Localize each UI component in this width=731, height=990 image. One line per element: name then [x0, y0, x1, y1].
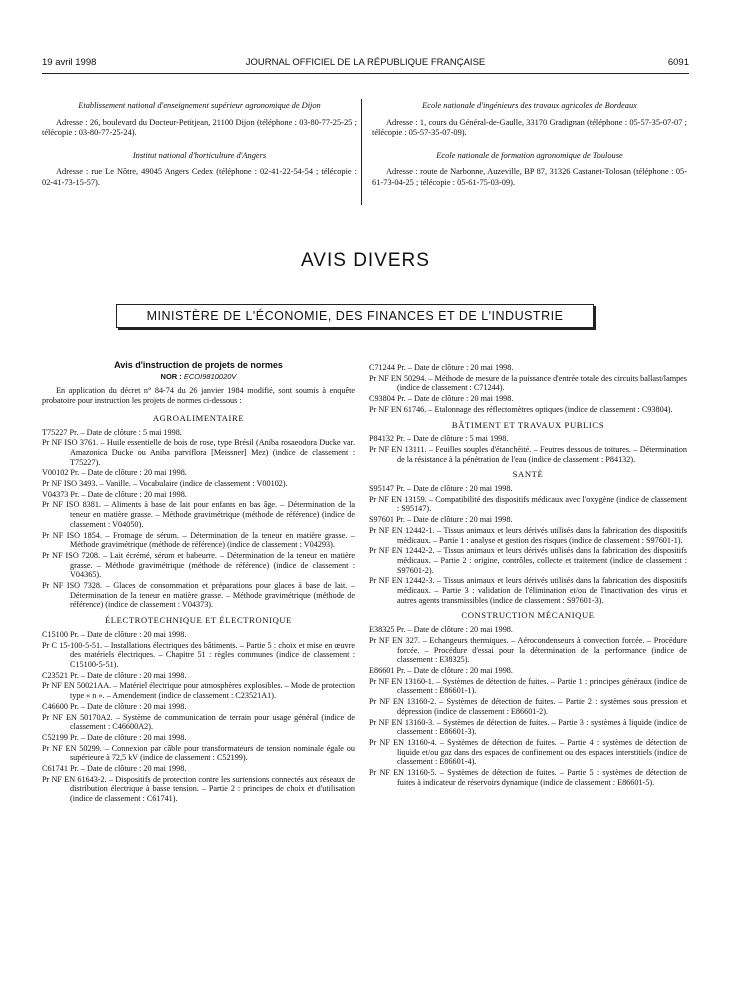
institution-address: Adresse : rue Le Nôtre, 49045 Angers Cedex (téléphone : 02-41-22-54-54 ; télécopie : 02-41-73-15-57). [42, 167, 357, 187]
standard-entry: Pr NF EN 327. – Echangeurs thermiques. – Aérocondenseurs à convection forcée. – Procédure forcée. – Procédure d'essai pour la détermination de la performance (indice de classement : E38325). [369, 635, 687, 665]
address-block [42, 101, 357, 139]
notice-left-column [42, 361, 355, 805]
notice-intro: En application du décret n° 84-74 du 26 janvier 1984 modifié, sont soumis à enquête probatoire pour instruction les projets de normes ci-dessous : [42, 386, 355, 406]
address-block [372, 101, 687, 139]
standard-entry: Pr NF EN 50294. – Méthode de mesure de la puissance d'entrée totale des circuits ballast/lampes (indice de classement : C71244). [369, 373, 687, 393]
institution-name: Ecole nationale de formation agronomique de Toulouse [436, 150, 623, 160]
standard-entry: Pr NF EN 50299. – Connexion par câble pour transformateurs de tension nominale égale ou supérieure à 72,5 kV (indice de classement : C52199). [42, 743, 355, 763]
standard-entry: Pr NF ISO 7328. – Glaces de consommation et préparations pour glaces à base de lait. – Détermination de la teneur en matière grasse. – Méthode gravimétrique (méthode de référence) (indice de classement : V04373). [42, 581, 355, 610]
standard-entry: Pr NF EN 13160-4. – Systèmes de détection de fuites. – Partie 4 : systèmes de détection de liquide et/ou gaz dans des espaces de confinement ou des espaces interstitiels (indice de classement : E86601-4). [369, 737, 687, 767]
standard-entry: Pr NF EN 13160-2. – Systèmes de détection de fuites. – Partie 2 : systèmes sous pression et dépression (indice de classement : E86601-2). [369, 697, 687, 716]
nor-reference [42, 372, 355, 382]
standard-entry: Pr NF ISO 8381. – Aliments à base de lait pour enfants en bas âge. – Détermination de la teneur en matière grasse. – Méthode gravimétrique (méthode de référence) (indice de classement : V04050). [42, 500, 355, 529]
addresses-right-column [372, 101, 687, 201]
left-sections [42, 414, 355, 804]
standard-entry: C93804 Pr. – Date de clôture : 20 mai 1998. [369, 394, 514, 404]
standard-entry: E38325 Pr. – Date de clôture : 20 mai 1998. [369, 625, 513, 635]
institution-name: Institut national d'horticulture d'Angers [132, 150, 267, 160]
standard-entry: Pr NF EN 12442-2. – Tissus animaux et leurs dérivés utilisés dans la fabrication des dispositifs médicaux. – Partie 2 : origine, contrôles, collecte et traitement (indice de classement : S97601-2). [369, 546, 687, 575]
header-rule [42, 73, 689, 74]
section-heading: AGROALIMENTAIRE [152, 412, 245, 423]
address-block [42, 151, 357, 189]
institution-name: Ecole nationale d'ingénieurs des travaux agricoles de Bordeaux [422, 101, 637, 110]
standard-entry: E86601 Pr. – Date de clôture : 20 mai 1998. [369, 665, 513, 675]
section-heading: BÂTIMENT ET TRAVAUX PUBLICS [451, 419, 605, 430]
standard-entry: Pr NF EN 12442-3. – Tissus animaux et leurs dérivés utilisés dans la fabrication des dispositifs médicaux. – Partie 3 : validation de l'élimination et/ou de l'inactivation des virus et autres agents transmissibles (indice de classement : S97601-3). [369, 576, 687, 605]
standard-entry: Pr NF EN 13159. – Compatibilité des dispositifs médicaux avec l'oxygène (indice de classement : S95147). [369, 494, 687, 514]
notice-title: Avis d'instruction de projets de normes [114, 360, 283, 370]
header-journal-title: JOURNAL OFFICIEL DE LA RÉPUBLIQUE FRANÇAISE [245, 57, 486, 68]
standard-entry: Pr NF ISO 3761. – Huile essentielle de bois de rose, type Brésil (Aniba rosaeodora Ducke var. Amazonica Ducke ou Aniba parviflora [Meissner] Mez) (indice de classement : T75227). [42, 438, 355, 467]
standard-entry: C61741 Pr. – Date de clôture : 20 mai 1998. [42, 764, 187, 774]
standard-entry: Pr NF EN 61746. – Etalonnage des réflectomètres optiques (indice de classement : C93804). [369, 404, 673, 414]
address-block [372, 151, 687, 189]
standard-entry: C46600 Pr. – Date de clôture : 20 mai 1998. [42, 701, 187, 711]
standard-entry: Pr NF EN 13160-3. – Systèmes de détection de fuites. – Partie 3 : systèmes à liquide (indice de classement : E86601-3). [369, 717, 687, 737]
standard-entry: Pr C 15-100-5-51. – Installations électriques des bâtiments. – Partie 5 : choix et mise en œuvre des matériels électriques. – Chapitre 51 : règles communes (indice de classement : C15100-5-51). [42, 640, 355, 669]
standard-entry: S95147 Pr. – Date de clôture : 20 mai 1998. [369, 484, 513, 494]
standard-entry: V04373 Pr. – Date de clôture : 20 mai 1998. [42, 489, 187, 499]
institution-address: Adresse : route de Narbonne, Auzeville, BP 87, 31326 Castanet-Tolosan (téléphone : 05-61-73-04-25 ; télécopie : 05-61-75-03-09). [372, 167, 687, 187]
standard-entry: Pr NF ISO 1854. – Fromage de sérum. – Détermination de la teneur en matière grasse. – Méthode gravimétrique (méthode de référence) (indice de classement : V04293). [42, 530, 355, 550]
standard-entry: Pr NF EN 12442-1. – Tissus animaux et leurs dérivés utilisés dans la fabrication des dispositifs médicaux. – Partie 1 : analyse et gestion des risques (indice de classement : S97601-1). [369, 525, 687, 545]
standard-entry: Pr NF ISO 7208. – Lait écrémé, sérum et babeurre. – Détermination de la teneur en matière grasse. – Méthode gravimétrique (méthode de référence) (indice de classement : V04365). [42, 550, 355, 580]
section-heading: ÉLECTROTECHNIQUE ET ÉLECTRONIQUE [104, 615, 293, 626]
section-heading: SANTÉ [512, 469, 544, 480]
section-title: AVIS DIVERS [301, 250, 430, 271]
right-sections [369, 421, 687, 788]
standard-entry: C15100 Pr. – Date de clôture : 20 mai 1998. [42, 629, 187, 639]
page-header [42, 57, 689, 71]
standard-entry: V00102 Pr. – Date de clôture : 20 mai 1998. [42, 468, 187, 478]
ministry-banner: MINISTÈRE DE L'ÉCONOMIE, DES FINANCES ET DE L'INDUSTRIE [116, 304, 594, 328]
standard-entry: C23521 Pr. – Date de clôture : 20 mai 1998. [42, 670, 187, 680]
column-separator [361, 99, 362, 205]
notice-right-column [369, 363, 687, 788]
standard-entry: C52199 Pr. – Date de clôture : 20 mai 1998. [42, 732, 187, 742]
institution-address: Adresse : 1, cours du Général-de-Gaulle, 33170 Gradignan (téléphone : 05-57-35-07-07 ; télécopie : 05-57-35-07-09). [372, 117, 687, 138]
standard-entry: Pr NF EN 13160-1. – Systèmes de détection de fuites. – Partie 1 : principes généraux (indice de classement : E86601-1). [369, 676, 687, 696]
standard-entry: C71244 Pr. – Date de clôture : 20 mai 1998. [369, 363, 514, 372]
nor-label: NOR : [160, 371, 182, 381]
right-intro-entries [369, 363, 687, 415]
standard-entry: Pr NF EN 50021AA. – Matériel électrique pour atmosphères explosibles. – Mode de protection type « n ». – Amendement (indice de classement : C23521A1). [42, 681, 355, 701]
institution-address: Adresse : 26, boulevard du Docteur-Petitjean, 21100 Dijon (téléphone : 03-80-77-25-25 ; télécopie : 03-80-77-25-24). [42, 117, 357, 138]
standard-entry: P84132 Pr. – Date de clôture : 5 mai 1998. [369, 434, 509, 444]
standard-entry: Pr NF EN 13160-5. – Systèmes de détection de fuites. – Partie 5 : systèmes de détection de fuites à indicateur de réservoirs dynamique (indice de classement : E86601-5). [369, 768, 687, 787]
header-page-number: 6091 [667, 57, 689, 68]
institution-name: Etablissement national d'enseignement supérieur agronomique de Dijon [78, 101, 321, 110]
standard-entry: Pr NF ISO 3493. – Vanille. – Vocabulaire (indice de classement : V00102). [42, 479, 288, 489]
standard-entry: T75227 Pr. – Date de clôture : 5 mai 1998. [42, 427, 182, 437]
standard-entry: Pr NF EN 13111. – Feuilles souples d'étanchéité. – Feutres dessous de toitures. – Détermination de la résistance à la pénétration de l'eau (indice de classement : P84132). [369, 444, 687, 464]
standard-entry: Pr NF EN 61643-2. – Dispositifs de protection contre les surtensions connectés aux réseaux de distribution électrique à basse tension. – Partie 2 : principes de choix et d'utilisation (indice de classement : C61741). [42, 774, 355, 804]
nor-code: ECOI9810020V [183, 371, 237, 381]
standard-entry: Pr NF EN 50170A2. – Système de communication de terrain pour usage général (indice de classement : C46600A2). [42, 712, 355, 732]
header-date: 19 avril 1998 [42, 57, 97, 68]
addresses-left-column [42, 101, 357, 201]
section-heading: CONSTRUCTION MÉCANIQUE [461, 610, 595, 621]
standard-entry: S97601 Pr. – Date de clôture : 20 mai 1998. [369, 515, 513, 525]
